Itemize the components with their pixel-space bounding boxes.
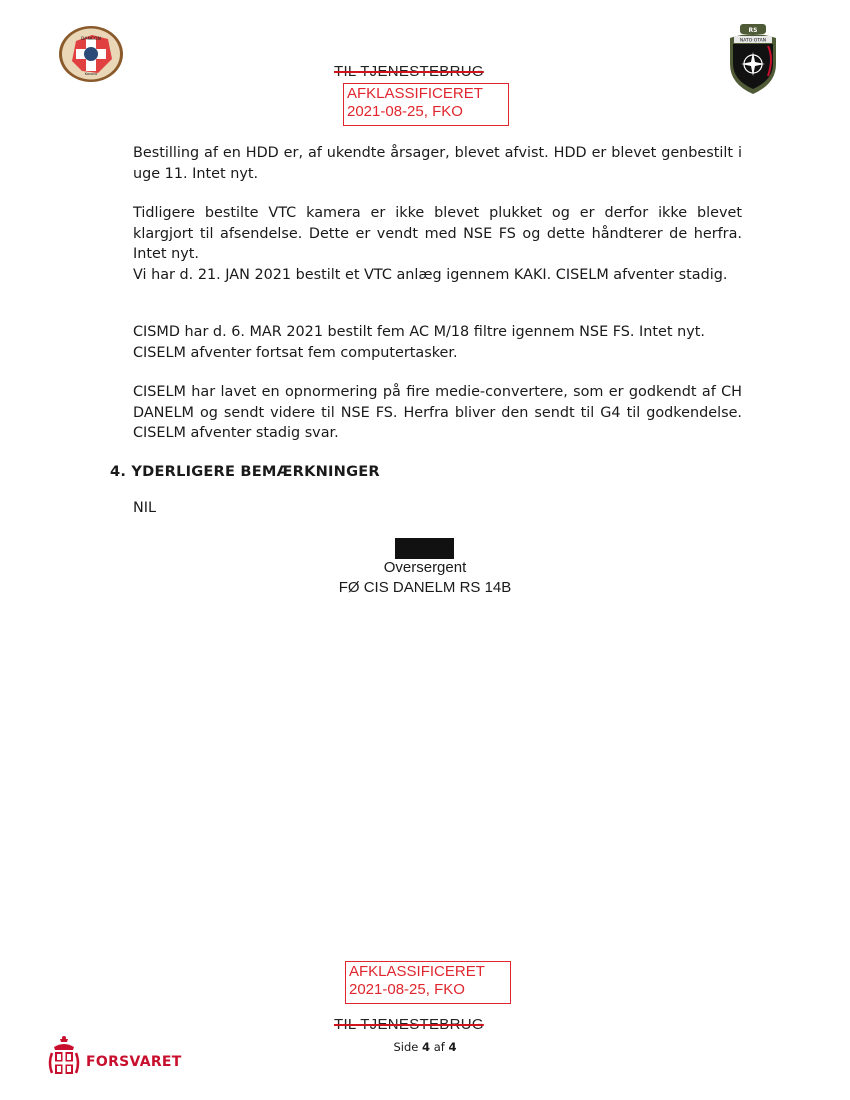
stamp-top-line1: AFKLASSIFICERET [347,85,483,102]
page-current: 4 [422,1040,431,1054]
signature-unit: FØ CIS DANELM RS 14B [338,579,512,596]
stamp-top-line2: 2021-08-25, FKO [347,103,463,120]
paragraph-vtc-camera: Tidligere bestilte VTC kamera er ikke blevet plukket og er derfor ikke blevet klargjort til afsendelse. Dette er vendt med NSE FS og dette håndterer de herfra. Intet nyt. [133,205,742,262]
classification-top: TIL TJENESTEBRUG [334,63,484,80]
logo-left-line2: Kosovo [84,72,98,76]
nato-shield-icon [728,22,778,96]
page-mid: af [430,1040,449,1054]
declassified-stamp-bottom [345,961,511,1004]
paragraph-vtc-system: Vi har d. 21. JAN 2021 bestilt et VTC anlæg igennem KAKI. CISELM afventer stadig. [133,266,728,283]
page-number [375,1040,475,1054]
paragraph-cases-line: CISELM afventer fortsat fem computertasker. [133,344,458,361]
redacted-name [395,538,454,559]
paragraph-media-converters: CISELM har lavet en opnormering på fire medie-convertere, som er godkendt af CH DANELM og sendt videre til NSE FS. Herfra bliver den sendt til G4 til godkendelse. CISELM afventer stadig svar. [133,384,742,441]
section-text: NIL [133,500,157,516]
paragraph-filters-line: CISMD har d. 6. MAR 2021 bestilt fem AC M/18 filtre igennem NSE FS. Intet nyt. [133,324,705,340]
stamp-bottom-line1: AFKLASSIFICERET [349,963,485,980]
classification-bottom: TIL TJENESTEBRUG [334,1016,484,1033]
logo-left-line1: DANCON [81,37,101,42]
paragraph-hdd: Bestilling af en HDD er, af ukendte årsager, blevet afvist. HDD er blevet genbestilt i uge 11. Intet nyt. [133,145,742,182]
forsvaret-logo-text: FORSVARET [86,1054,182,1070]
signature-rank: Oversergent [383,559,467,576]
dancon-emblem-icon [58,25,124,83]
page-prefix: Side [393,1040,423,1054]
stamp-bottom-line2: 2021-08-25, FKO [349,981,465,998]
page-total: 4 [448,1040,457,1054]
paragraph-filters [133,322,742,363]
declassified-stamp-top [343,83,509,126]
logo-right-tab: RS [748,27,758,34]
section-heading: 4. YDERLIGERE BEMÆRKNINGER [110,463,380,480]
paragraph-vtc [133,203,742,285]
logo-right-scroll: NATO·OTAN [739,38,767,44]
